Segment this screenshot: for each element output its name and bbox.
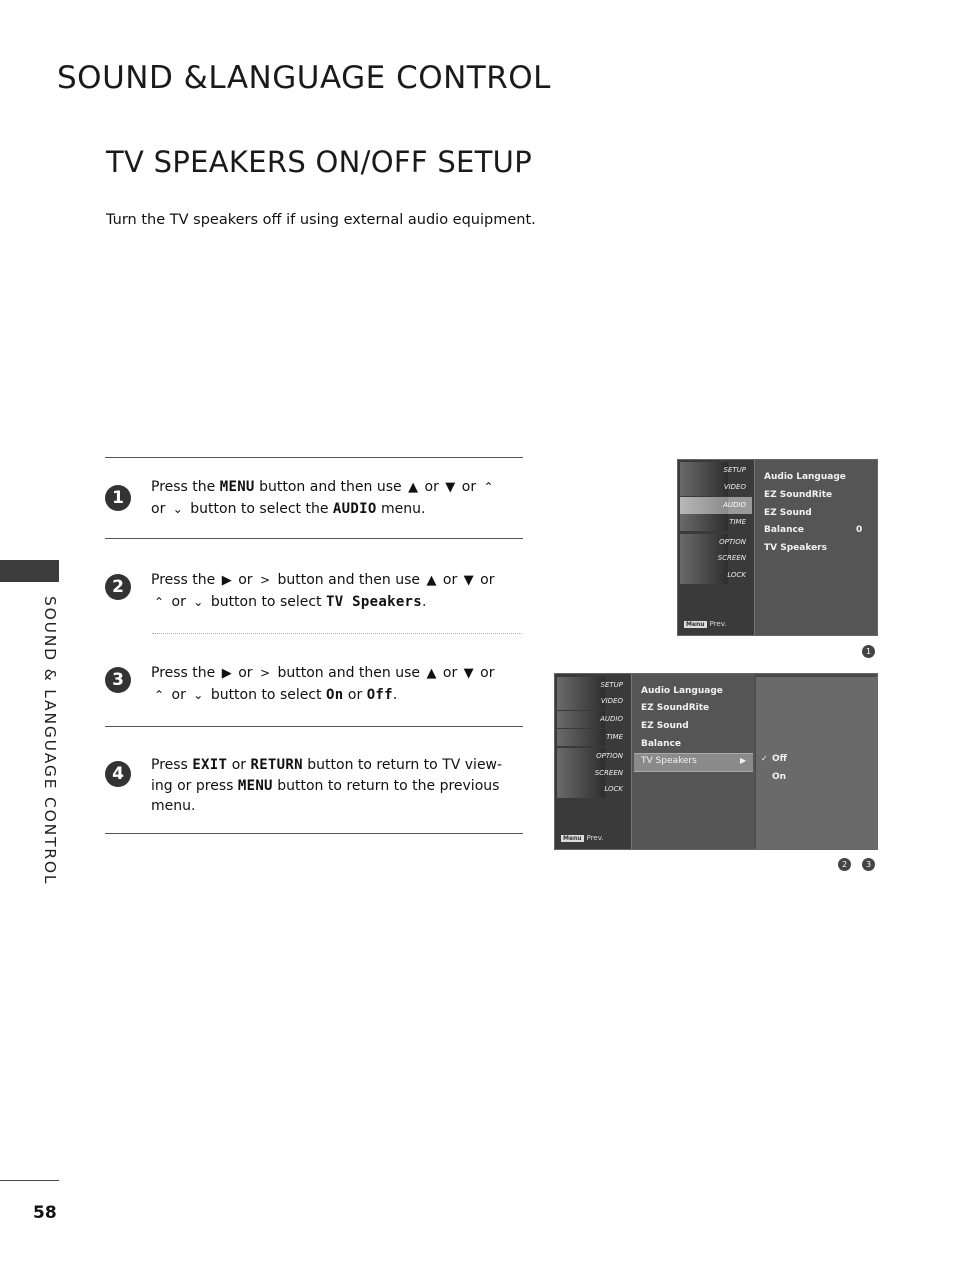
caret-right-icon: > — [259, 666, 271, 680]
callout-label: 3 — [862, 858, 875, 871]
divider — [105, 457, 523, 458]
option-off: Off — [772, 754, 787, 764]
tv-menu-item-lock: LOCK — [680, 567, 752, 584]
tv-menu-row: Balance — [641, 739, 681, 749]
tv-menu-item-option: OPTION — [680, 534, 752, 551]
down-arrow-icon: ▼ — [463, 666, 474, 681]
caret-down-icon: ⌄ — [193, 594, 204, 609]
tv-menu-row: EZ Sound — [764, 508, 812, 518]
tv-menu-sidebar — [555, 674, 632, 849]
step-number: 1 — [105, 485, 131, 511]
key-on: On — [326, 686, 344, 703]
up-arrow-icon: ▲ — [426, 573, 437, 588]
tv-menu-item-screen: SCREEN — [557, 765, 629, 782]
caret-up-icon: ⌃ — [483, 480, 494, 494]
divider — [105, 538, 523, 539]
tv-menu-prev-hint: Menu Prev. — [686, 620, 727, 628]
tv-menu-row: TV Speakers — [641, 756, 697, 766]
step-number: 2 — [105, 574, 131, 600]
step-number: 4 — [105, 761, 131, 787]
tv-menu-item-video: VIDEO — [680, 479, 752, 496]
caret-down-icon: ⌄ — [172, 501, 183, 516]
caret-up-icon: ⌃ — [154, 594, 165, 609]
page-number: 58 — [33, 1203, 57, 1223]
tv-menu-screenshot-2 — [554, 673, 878, 850]
tv-menu-row: Audio Language — [764, 472, 846, 482]
step-4-text: Press EXIT or RETURN button to return to TV view-ing or press MENU button to return to the previous menu. — [151, 757, 503, 814]
caret-down-icon: ⌄ — [193, 687, 204, 702]
down-arrow-icon: ▼ — [445, 480, 456, 495]
divider-dotted — [152, 633, 522, 634]
tv-menu-row: Balance — [764, 525, 804, 535]
key-exit: EXIT — [192, 757, 228, 773]
page-number-rule — [0, 1180, 59, 1181]
key-return: RETURN — [250, 757, 303, 773]
section-title: TV SPEAKERS ON/OFF SETUP — [106, 145, 533, 179]
option-on: On — [772, 772, 787, 782]
divider — [105, 726, 523, 727]
tv-menu-item-screen: SCREEN — [680, 550, 752, 567]
caret-up-icon: ⌃ — [154, 687, 165, 702]
step-number: 3 — [105, 667, 131, 693]
right-arrow-icon: ▶ — [221, 573, 232, 588]
step-1-text: Press the MENU button and then use ▲ or ▼ or ⌃ or ⌄ button to select the AUDIO menu. — [151, 477, 521, 519]
divider — [105, 833, 523, 834]
up-arrow-icon: ▲ — [408, 480, 419, 495]
check-icon: ✓ — [761, 754, 768, 763]
key-menu: MENU — [237, 777, 273, 794]
tv-menu-screenshot-1 — [677, 459, 878, 636]
tv-menu-balance-value: 0 — [856, 525, 863, 535]
up-arrow-icon: ▲ — [426, 666, 437, 681]
tv-menu-panel — [755, 460, 877, 635]
tv-menu-item-time: TIME — [557, 729, 629, 746]
tv-menu-row: Audio Language — [641, 686, 723, 696]
tv-menu-item-option: OPTION — [557, 748, 629, 765]
tv-menu-row: EZ SoundRite — [641, 703, 710, 713]
side-tab-marker — [0, 560, 59, 582]
right-arrow-icon: ▶ — [221, 666, 232, 681]
submenu-arrow-icon: ▶ — [740, 756, 747, 765]
key-menu: MENU — [219, 479, 255, 495]
tv-menu-item-audio: AUDIO — [680, 497, 752, 514]
tv-submenu-panel — [756, 677, 877, 849]
tv-menu-item-lock: LOCK — [557, 781, 629, 798]
callout-label: 2 — [838, 858, 851, 871]
tv-menu-prev-hint: Menu Prev. — [563, 834, 604, 842]
tv-menu-sidebar — [678, 460, 755, 635]
tv-menu-item-setup: SETUP — [557, 677, 629, 694]
tv-menu-row: EZ SoundRite — [764, 490, 833, 500]
intro-text: Turn the TV speakers off if using external audio equipment. — [106, 212, 536, 228]
tv-menu-row: TV Speakers — [764, 543, 827, 553]
key-tv-speakers: TV Speakers — [326, 593, 423, 610]
tv-menu-item-audio: AUDIO — [557, 711, 629, 728]
tv-menu-row: EZ Sound — [641, 721, 689, 731]
tv-menu-item-time: TIME — [680, 514, 752, 531]
side-section-label: SOUND & LANGUAGE CONTROL — [41, 596, 59, 886]
page-title: SOUND &LANGUAGE CONTROL — [57, 60, 551, 96]
down-arrow-icon: ▼ — [463, 573, 474, 588]
step-3-text: Press the ▶ or > button and then use ▲ or ▼ or ⌃ or ⌄ button to select On or Off. — [151, 665, 495, 703]
step-2-text: Press the ▶ or > button and then use ▲ or ▼ or ⌃ or ⌄ button to select TV Speakers. — [151, 572, 495, 610]
tv-menu-item-setup: SETUP — [680, 462, 752, 479]
tv-menu-item-video: VIDEO — [557, 693, 629, 710]
key-audio: AUDIO — [332, 500, 377, 517]
caret-right-icon: > — [259, 573, 271, 587]
key-off: Off — [366, 686, 393, 703]
tv-menu-panel — [632, 674, 755, 849]
callout-label: 1 — [862, 645, 875, 658]
